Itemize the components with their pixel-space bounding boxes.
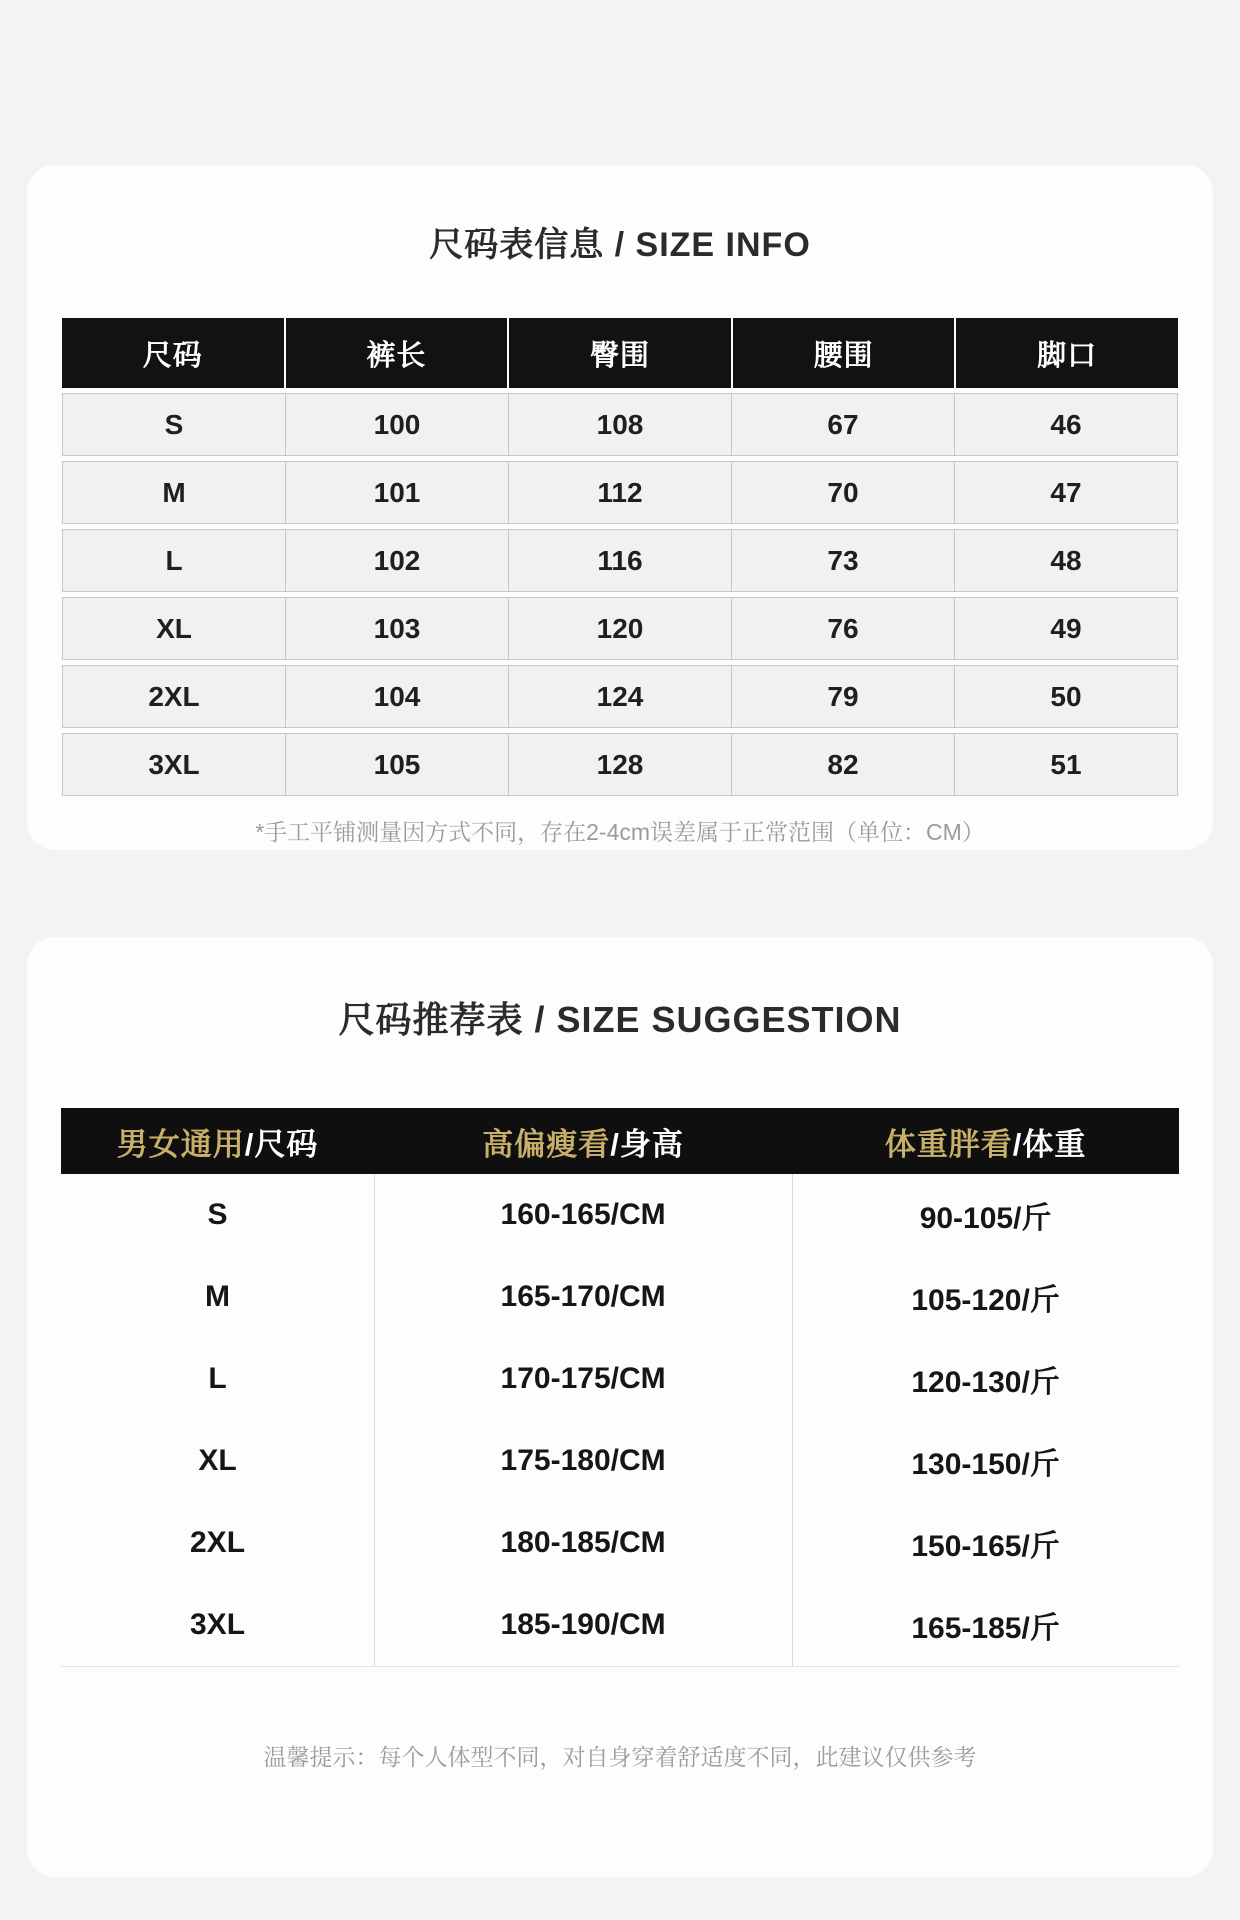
- size-info-card: [27, 165, 1213, 850]
- size-cell: 2XL: [190, 1526, 246, 1559]
- size-info-table: [62, 318, 1178, 796]
- size-info-header-row: [62, 318, 1178, 388]
- size-info-header-hem: 脚口: [956, 318, 1178, 388]
- size-suggestion-header-row: [61, 1108, 1179, 1174]
- size-cell: 3XL: [148, 748, 200, 780]
- length-cell: 102: [285, 530, 508, 591]
- header-suffix: /身高: [610, 1126, 684, 1162]
- table-row: [62, 665, 1178, 728]
- height-cell: 185-190/CM: [500, 1608, 666, 1641]
- hem-cell: 51: [954, 734, 1177, 795]
- height-cell: 170-175/CM: [500, 1362, 666, 1395]
- waist-cell: 82: [731, 734, 954, 795]
- hip-cell: 128: [508, 734, 731, 795]
- hem-cell: 46: [954, 394, 1177, 455]
- waist-cell: 67: [731, 394, 954, 455]
- size-suggestion-header-size: [61, 1119, 374, 1164]
- waist-cell: 76: [731, 598, 954, 659]
- length-cell: 103: [285, 598, 508, 659]
- table-row: [62, 461, 1178, 524]
- table-row: [61, 1502, 1179, 1584]
- size-cell: XL: [156, 612, 192, 644]
- header-suffix: /体重: [1012, 1126, 1087, 1162]
- table-row: [62, 597, 1178, 660]
- table-row: [61, 1174, 1179, 1256]
- length-cell: 105: [285, 734, 508, 795]
- hip-cell: 120: [508, 598, 731, 659]
- size-suggestion-body: [61, 1174, 1179, 1667]
- hem-cell: 48: [954, 530, 1177, 591]
- hip-cell: 124: [508, 666, 731, 727]
- height-cell: 165-170/CM: [500, 1280, 666, 1313]
- size-info-body: [62, 393, 1178, 796]
- header-highlight: 男女通用: [116, 1126, 245, 1162]
- hip-cell: 112: [508, 462, 731, 523]
- height-cell: 175-180/CM: [500, 1444, 666, 1477]
- waist-cell: 70: [731, 462, 954, 523]
- size-cell: XL: [198, 1444, 237, 1477]
- column-divider: [792, 1174, 793, 1666]
- size-suggestion-header-weight: [792, 1119, 1179, 1164]
- size-suggestion-title: 尺码推荐表 / SIZE SUGGESTION: [338, 999, 902, 1040]
- size-info-header-length: 裤长: [286, 318, 508, 388]
- hem-cell: 50: [954, 666, 1177, 727]
- weight-cell: 130-150/斤: [911, 1448, 1060, 1481]
- size-cell: M: [205, 1280, 231, 1313]
- length-cell: 101: [285, 462, 508, 523]
- size-suggestion-rows: [61, 1174, 1179, 1666]
- size-info-header-hip: 臀围: [509, 318, 731, 388]
- size-cell: M: [162, 476, 186, 508]
- size-cell: 2XL: [148, 680, 200, 712]
- table-row: [61, 1256, 1179, 1338]
- length-cell: 104: [285, 666, 508, 727]
- weight-cell: 165-185/斤: [911, 1612, 1060, 1645]
- column-divider: [374, 1174, 375, 1666]
- weight-cell: 120-130/斤: [911, 1366, 1060, 1399]
- hip-cell: 116: [508, 530, 731, 591]
- header-highlight: 体重胖看: [884, 1126, 1013, 1162]
- table-row: [61, 1420, 1179, 1502]
- header-suffix: /尺码: [244, 1126, 319, 1162]
- header-highlight: 高偏瘦看: [482, 1126, 611, 1162]
- size-info-header-waist: 腰围: [733, 318, 955, 388]
- weight-cell: 90-105/斤: [919, 1202, 1052, 1235]
- hip-cell: 108: [508, 394, 731, 455]
- table-row: [62, 393, 1178, 456]
- size-cell: 3XL: [190, 1608, 246, 1641]
- waist-cell: 73: [731, 530, 954, 591]
- table-row: [61, 1584, 1179, 1666]
- size-cell: S: [164, 408, 184, 440]
- size-info-footnote: *手工平铺测量因方式不同，存在2-4cm误差属于正常范围（单位：CM）: [255, 819, 985, 845]
- size-suggestion-footnote: 温馨提示：每个人体型不同，对自身穿着舒适度不同，此建议仅供参考: [263, 1744, 977, 1770]
- hem-cell: 49: [954, 598, 1177, 659]
- size-cell: L: [208, 1362, 227, 1395]
- length-cell: 100: [285, 394, 508, 455]
- table-row: [62, 733, 1178, 796]
- table-row: [61, 1338, 1179, 1420]
- size-suggestion-table: [61, 1108, 1179, 1667]
- size-cell: L: [165, 544, 183, 576]
- height-cell: 180-185/CM: [500, 1526, 666, 1559]
- size-suggestion-card: [27, 937, 1213, 1877]
- size-suggestion-header-height: [374, 1119, 792, 1164]
- size-cell: S: [207, 1198, 228, 1231]
- hem-cell: 47: [954, 462, 1177, 523]
- size-info-header-size: 尺码: [62, 318, 284, 388]
- size-info-title: 尺码表信息 / SIZE INFO: [429, 226, 811, 264]
- weight-cell: 150-165/斤: [911, 1530, 1060, 1563]
- table-row: [62, 529, 1178, 592]
- waist-cell: 79: [731, 666, 954, 727]
- height-cell: 160-165/CM: [500, 1198, 666, 1231]
- weight-cell: 105-120/斤: [911, 1284, 1060, 1317]
